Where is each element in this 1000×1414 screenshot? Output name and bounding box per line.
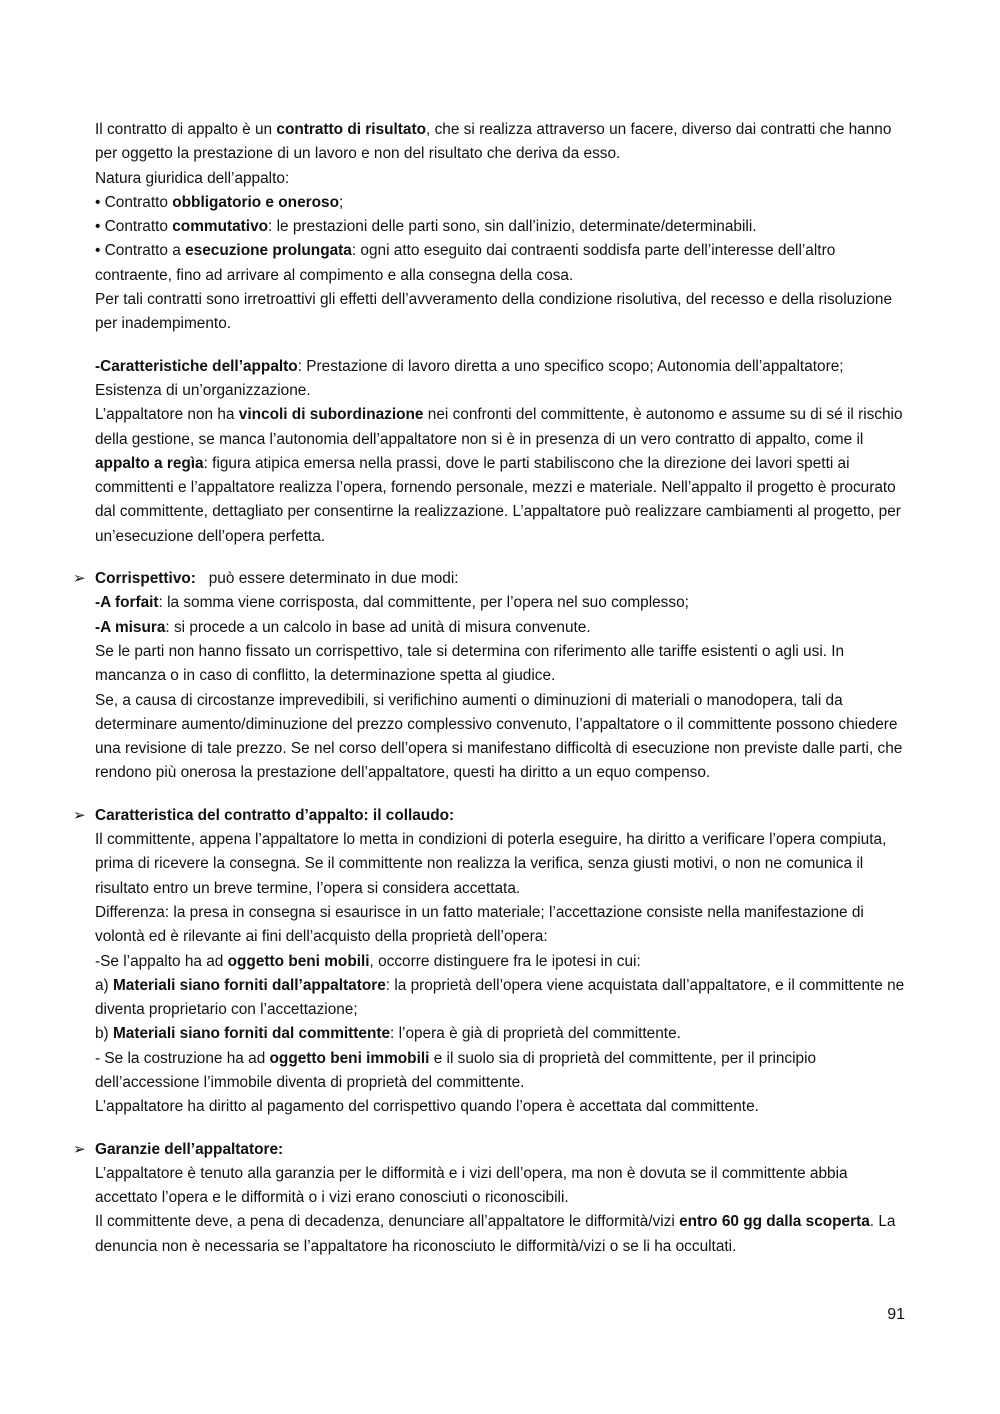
text: Il contratto di appalto è un	[95, 121, 277, 138]
caratteristiche-paragraph	[95, 403, 907, 549]
bold-text: Corrispettivo:	[95, 570, 196, 588]
bold-text: -A forfait	[95, 594, 159, 612]
text: b)	[95, 1025, 113, 1043]
bold-text: obbligatorio e oneroso	[172, 193, 339, 211]
bullet-1	[95, 191, 907, 215]
text: : Prestazione di lavoro diretta a uno specifico scopo; Autonomia dell’appaltatore; Esistenza di un’organizzazione.	[95, 357, 844, 399]
garanzie-heading	[95, 1138, 907, 1162]
text: può essere determinato in due modi:	[195, 570, 459, 588]
beni-immobili-line	[95, 1047, 907, 1096]
bold-text: oggetto beni immobili	[269, 1049, 430, 1067]
beni-mobili-line	[95, 950, 907, 974]
corrispettivo-paragraph-2: Se, a causa di circostanze imprevedibili, si verifichino aumenti o diminuzioni di materiali o manodopera, tali da determinare aumento/diminuzione del prezzo complessivo convenuto, l’appaltatore o il committente possono chiedere una revisione di tale prezzo. Se nel corso dell’opera si manifestano difficoltà di esecuzione non previste dalle parti, che rendono più onerosa la prestazione dell’appaltatore, questi ha diritto a un equo compenso.	[95, 691, 903, 782]
forfait-line	[95, 591, 907, 615]
corrispettivo-paragraph-1: Se le parti non hanno fissato un corrispettivo, tale si determina con riferimento alle tariffe esistenti o agli usi. In mancanza o in caso di conflitto, la determinazione spetta al giudice.	[95, 642, 845, 685]
bold-text: Caratteristica del contratto d’appalto: il collaudo:	[95, 806, 455, 824]
text: , occorre distinguere fra le ipotesi in cui:	[369, 952, 641, 970]
collaudo-paragraph-2: Differenza: la presa in consegna si esaurisce in un fatto materiale; l’accettazione consiste nella manifestazione di volontà ed è rilevante ai fini dell’acquisto della proprietà dell’opera:	[95, 903, 864, 946]
text: a)	[95, 976, 113, 994]
irretroattivi-paragraph: Per tali contratti sono irretroattivi gli effetti dell’avveramento della condizione risolutiva, del recesso e della risoluzione per inadempimento.	[95, 291, 893, 333]
arrow-bullet-icon: ➢	[73, 570, 86, 588]
bullet-2	[95, 215, 907, 239]
text: : le prestazioni delle parti sono, sin dall’inizio, determinate/determinabili.	[268, 218, 757, 236]
bold-text: Materiali siano forniti dall’appaltatore	[112, 976, 386, 994]
bold-text: vincoli di subordinazione	[238, 406, 424, 424]
text: : l’opera è già di proprietà del committente.	[390, 1025, 681, 1043]
page-number: 91	[887, 1306, 905, 1323]
text: : si procede a un calcolo in base ad unità di misura convenute.	[165, 618, 591, 636]
bold-text: esecuzione prolungata	[185, 242, 352, 260]
text: : ogni atto eseguito dai contraenti soddisfa parte dell’interesse dell’altro contraente, fino ad arrivare al compimento e alla consegna della cosa.	[95, 242, 836, 284]
spacer	[95, 1120, 907, 1138]
garanzie-paragraph-1: L’appaltatore è tenuto alla garanzia per le difformità e i vizi dell’opera, ma non è dovuta se il committente abbia accettato l’opera e le difformità o i vizi erano conosciuti o riconoscibili.	[95, 1164, 848, 1207]
text: e il suolo sia di proprietà del committente, per il principio dell’accessione l’immobile diventa di proprietà del committente.	[95, 1049, 817, 1091]
collaudo-section	[73, 804, 907, 1120]
text: • Contratto a	[95, 242, 186, 260]
text: nei confronti del committente, è autonomo e assume su di sé il rischio della gestione, se manca l’autonomia dell’appaltatore non si è in presenza di un vero contratto di appalto, come il	[95, 406, 903, 448]
text: • Contratto	[95, 193, 173, 211]
bold-text: entro 60 gg dalla scoperta	[679, 1213, 870, 1231]
caratteristiche-heading	[95, 355, 907, 404]
collaudo-paragraph-1: Il committente, appena l’appaltatore lo metta in condizioni di poterla eseguire, ha diritto a verificare l’opera compiuta, prima di ricevere la consegna. Se il committente non realizza la verifica, senza giusti motivi, o non ne comunica il risultato entro un breve termine, l’opera si considera accettata.	[95, 831, 887, 897]
text: • Contratto	[95, 218, 173, 236]
bold-text: -A misura	[95, 618, 166, 636]
page-content	[73, 118, 907, 1259]
text: Il committente deve, a pena di decadenza, denunciare all’appaltatore le difformità/vizi	[95, 1213, 680, 1231]
text: -Se l’appalto ha ad	[95, 952, 228, 970]
case-a	[95, 974, 907, 1023]
arrow-bullet-icon: ➢	[73, 1140, 86, 1158]
bold-text: appalto a regìa	[95, 454, 204, 472]
bold-text: Garanzie dell’appaltatore:	[95, 1140, 284, 1158]
bold-text: commutativo	[172, 218, 269, 236]
text: - Se la costruzione ha ad	[95, 1049, 270, 1067]
collaudo-paragraph-5: L’appaltatore ha diritto al pagamento del corrispettivo quando l’opera è accettata dal committente.	[95, 1098, 759, 1116]
text: : figura atipica emersa nella prassi, dove le parti stabiliscono che la direzione dei lavori spetti ai committenti e l’appaltatore realizza l’opera, fornendo personale, mezzi e materiale. Nell’appalto il progetto è procurato dal committente, dettagliato per consentirne la realizzazione. L’appaltatore può realizzare cambiamenti al progetto, per un’esecuzione dell’opera perfetta.	[95, 454, 901, 545]
bold-text: contratto di risultato	[276, 121, 427, 138]
bold-text: -Caratteristiche dell’appalto	[95, 357, 298, 375]
case-b	[95, 1022, 907, 1046]
misura-line	[95, 616, 907, 640]
text: : la somma viene corrisposta, dal committente, per l’opera nel suo complesso;	[158, 594, 689, 612]
bullet-3	[95, 239, 907, 288]
garanzie-section	[73, 1138, 907, 1259]
natura-heading: Natura giuridica dell’appalto:	[95, 169, 290, 187]
text: : la proprietà dell’opera viene acquistata dall’appaltatore, e il committente ne diventa proprietario con l’accettazione;	[95, 976, 905, 1019]
text: , che si realizza attraverso un facere, diverso dai contratti che hanno per oggetto la prestazione di un lavoro e non del risultato che deriva da esso.	[95, 121, 892, 163]
corrispettivo-heading	[95, 567, 907, 591]
bold-text: Materiali siano forniti dal committente	[112, 1025, 391, 1043]
spacer	[95, 337, 907, 355]
spacer	[95, 549, 907, 567]
collaudo-heading	[95, 804, 907, 828]
text: ;	[339, 193, 344, 211]
intro-paragraph	[95, 118, 907, 167]
arrow-bullet-icon: ➢	[73, 806, 86, 824]
text: L’appaltatore non ha	[95, 406, 239, 424]
spacer	[95, 786, 907, 804]
text: . La denuncia non è necessaria se l’appaltatore ha riconosciuto le difformità/vizi o se li ha occultati.	[95, 1213, 896, 1255]
garanzie-paragraph-2	[95, 1210, 907, 1259]
bold-text: oggetto beni mobili	[227, 952, 370, 970]
corrispettivo-section	[73, 567, 907, 786]
